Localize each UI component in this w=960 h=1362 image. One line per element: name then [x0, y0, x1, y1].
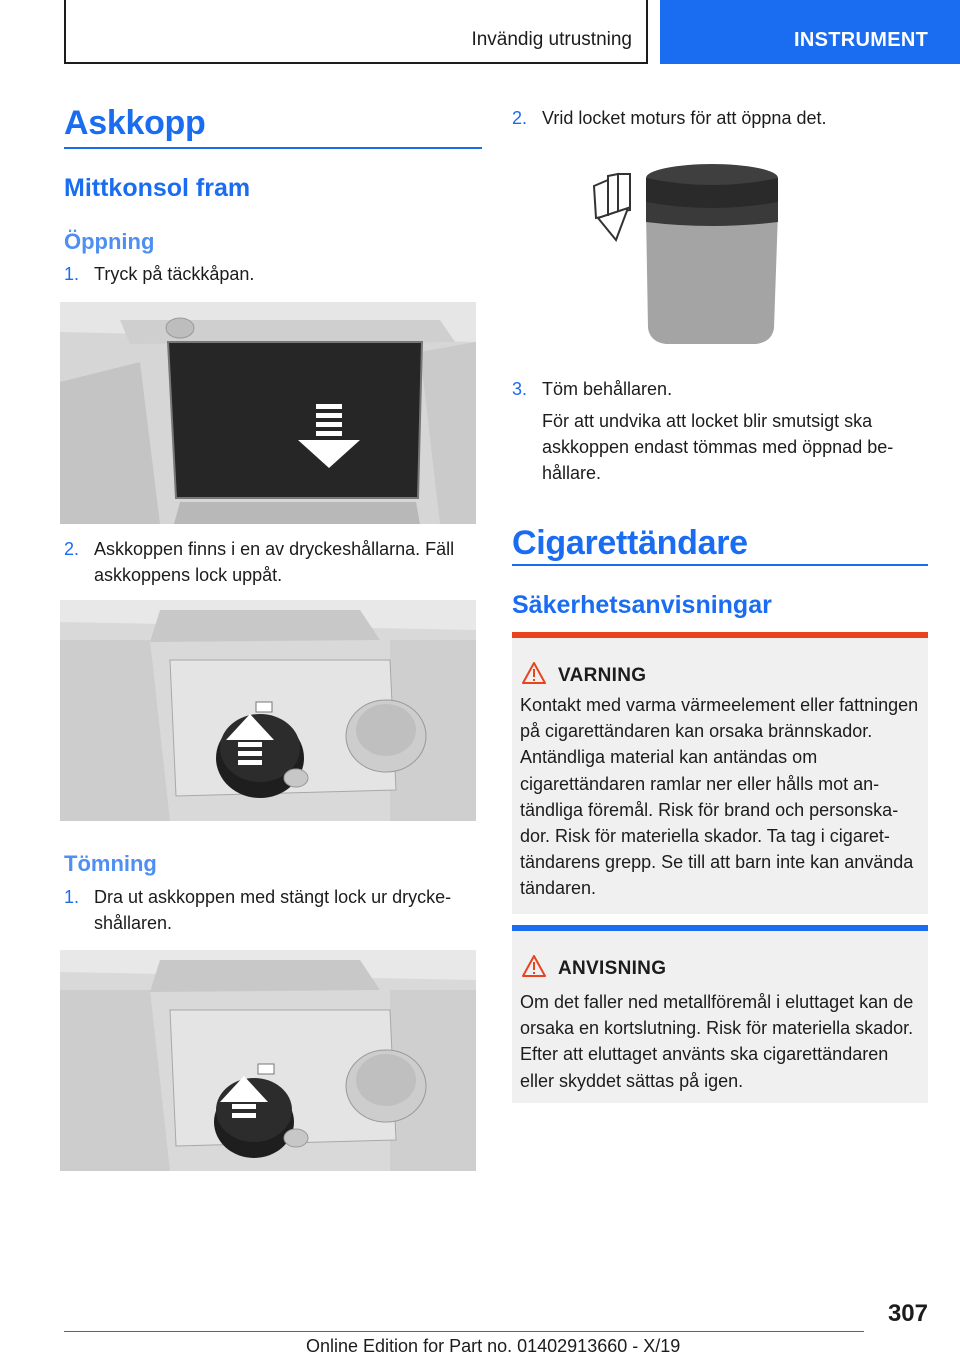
footer-rule	[64, 1331, 864, 1332]
page-title: Askkopp	[64, 104, 206, 142]
subsection-emptying: Tömning	[64, 851, 157, 876]
warning-text: Kontakt med varma värmeelement eller fattningen på cigarettändaren kan orsaka brännskador. Antändliga material kan antändas om cigarettändaren ramlar ner eller hålls mot antändliga föremål. Risk för brand och personskador. Risk för materiella skador. Ta tag i cigarettändarens grepp. Se till att barn inte kan använda tändaren.	[520, 695, 919, 899]
emptying-step-3	[512, 376, 928, 402]
emptying-step-1	[64, 884, 476, 936]
warning-label: VARNING	[558, 665, 647, 686]
header-chapter-tab: INSTRUMENT	[660, 0, 960, 64]
figure-pull-out	[60, 950, 476, 1171]
notice-label: ANVISNING	[558, 958, 667, 979]
step-text: Töm behållaren.	[542, 379, 673, 399]
step-number: 3.	[512, 379, 528, 399]
step-number: 2.	[512, 108, 528, 128]
lighter-title: Cigarettändare	[512, 524, 748, 562]
figure-cover-press	[60, 302, 476, 524]
emptying-step-2	[512, 105, 928, 131]
step-number: 2.	[64, 539, 80, 559]
page-header	[0, 0, 960, 66]
ashtray-container-illustration	[588, 160, 788, 348]
step-number: 1.	[64, 887, 80, 907]
cover-press-illustration	[60, 302, 476, 524]
lid-open-illustration	[60, 600, 476, 821]
opening-step-1	[64, 261, 476, 287]
page-number: 307	[887, 1300, 928, 1327]
header-section-title: Invändig utrustning	[471, 29, 632, 50]
step-3-note	[512, 408, 928, 486]
notice-triangle-icon	[522, 955, 546, 977]
pull-out-illustration	[60, 950, 476, 1171]
notice-text: Om det faller ned metallföremål i eluttaget kan de orsaka en kortslutning. Risk för materiella skador. Efter att eluttaget använts ska cigarettändaren eller skyddet sättas på igen.	[520, 992, 914, 1091]
step-text: Vrid locket moturs för att öppna det.	[542, 108, 827, 128]
figure-lid-open	[60, 600, 476, 821]
step-number: 1.	[64, 264, 80, 284]
step-text: Dra ut askkoppen med stängt lock ur dryckeshållaren.	[94, 887, 452, 933]
figure-ashtray-container	[588, 160, 788, 348]
safety-subtitle: Säkerhetsanvisningar	[512, 591, 772, 619]
opening-step-2	[64, 536, 476, 588]
warning-box	[512, 632, 928, 914]
section-title: Mittkonsol fram	[64, 174, 251, 202]
title-rule	[64, 147, 482, 149]
footer-edition: Online Edition for Part no. 01402913660 - X/19	[306, 1336, 681, 1356]
lighter-title-rule	[512, 564, 928, 566]
step-note-text: För att undvika att locket blir smutsigt ska askkoppen endast tömmas med öppnad behållare.	[542, 411, 894, 483]
warning-triangle-icon	[522, 662, 546, 684]
notice-box	[512, 925, 928, 1103]
step-text: Askkoppen finns i en av dryckeshållarna. Fäll askkoppens lock uppåt.	[94, 539, 455, 585]
subsection-opening: Öppning	[64, 229, 155, 254]
header-section-box	[64, 0, 648, 64]
step-text: Tryck på täckkåpan.	[94, 264, 255, 284]
